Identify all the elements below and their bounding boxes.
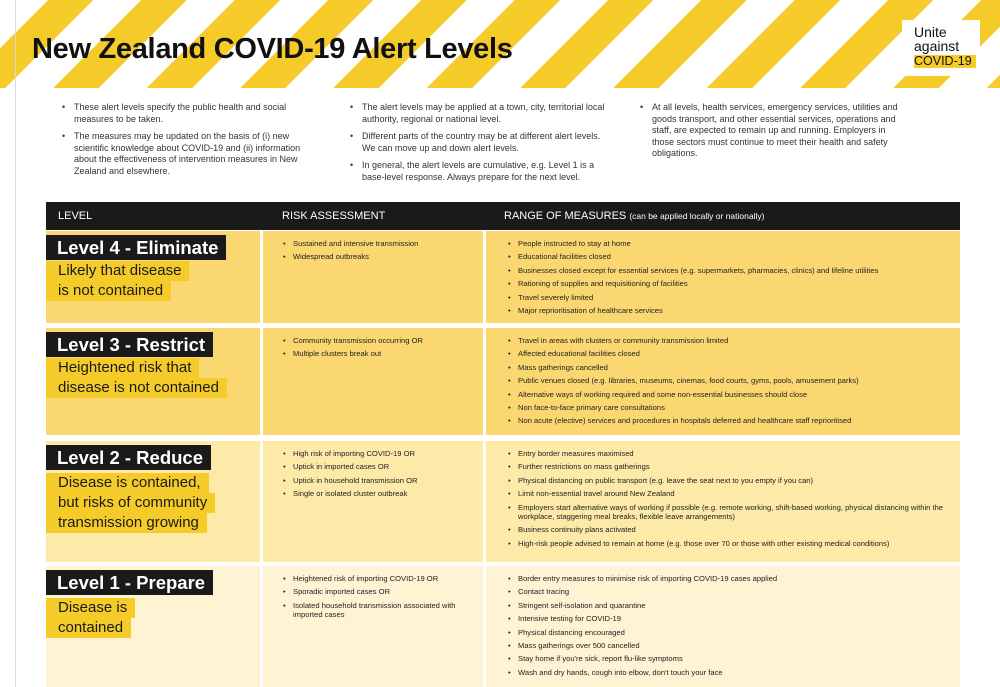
level-cell [46,231,260,323]
table-header [46,202,960,230]
level-description-line: contained [46,618,131,638]
level-description [46,358,227,398]
risk-cell [263,231,483,323]
level-name: Level 3 - Restrict [46,332,213,357]
measure-item: • Major reprioritisation of healthcare services [506,306,956,315]
measures-cell [486,566,960,687]
measure-item: • Rationing of supplies and requisitioning of facilities [506,279,956,288]
level-name: Level 4 - Eliminate [46,235,226,260]
title-plain: New Zealand COVID-19 [32,33,352,65]
level-cell [46,566,260,687]
level-name: Level 2 - Reduce [46,445,211,470]
measure-item: • People instructed to stay at home [506,239,956,248]
risk-item: • Community transmission occurring OR [281,336,477,345]
risk-item: • Sustained and intensive transmission [281,239,477,248]
measure-item: • Businesses closed except for essential services (e.g. supermarkets, pharmacies, clinics) and lifeline utilities [506,266,956,275]
logo-line-1: Unite [914,24,947,40]
risk-item: • Sporadic imported cases OR [281,587,477,596]
risk-item: • High risk of importing COVID-19 OR [281,449,477,458]
page-edge-rule [15,0,16,687]
header-level: LEVEL [58,210,93,222]
risk-item: • Widespread outbreaks [281,252,477,261]
level-name: Level 1 - Prepare [46,570,213,595]
measure-item: • Public venues closed (e.g. libraries, museums, cinemas, food courts, gyms, pools, amusement parks) [506,376,956,385]
level-description-line: disease is not contained [46,378,227,398]
measure-item: • Stay home if you're sick, report flu-like symptoms [506,654,956,663]
intro-column-2 [348,102,608,189]
risk-cell [263,441,483,562]
measure-item: • Travel severely limited [506,293,956,302]
measure-item: • Physical distancing encouraged [506,628,956,637]
measures-cell [486,328,960,435]
measure-item: • Mass gatherings cancelled [506,363,956,372]
table-row-level-1 [46,566,960,687]
level-description-line: but risks of community [46,493,215,513]
measure-item: • Employers start alternative ways of working if possible (e.g. remote working, shift-based working, physical distancing within the workplace, staggering meal breaks, flexible leave arrangements) [506,503,956,522]
header-risk: RISK ASSESSMENT [282,210,386,222]
level-description-line: Disease is contained, [46,473,209,493]
page-title [32,33,513,66]
measure-item: • Mass gatherings over 500 cancelled [506,641,956,650]
measure-item: • Alternative ways of working required and some non-essential businesses should close [506,390,956,399]
level-description [46,473,215,533]
title-bold: Alert Levels [351,33,513,65]
risk-cell [263,566,483,687]
measure-item: • Border entry measures to minimise risk of importing COVID-19 cases applied [506,574,956,583]
risk-item: • Heightened risk of importing COVID-19 OR [281,574,477,583]
measure-item: • Wash and dry hands, cough into elbow, don't touch your face [506,668,956,677]
measure-item: • Contact tracing [506,587,956,596]
measures-cell [486,441,960,562]
level-description-line: Likely that disease [46,261,189,281]
logo-line-3: COVID-19 [914,55,976,68]
header-measures-label: RANGE OF MEASURES [504,210,627,222]
intro-column-1 [60,102,310,183]
intro-item: • The alert levels may be applied at a town, city, territorial local authority, regional or national level. [348,102,608,125]
measure-item: • Limit non-essential travel around New Zealand [506,489,956,498]
level-description-line: transmission growing [46,513,207,533]
logo-line-2: against [914,38,960,54]
risk-item: • Uptick in imported cases OR [281,462,477,471]
risk-cell [263,328,483,435]
intro-item: • The measures may be updated on the basis of (i) new scientific knowledge about COVID-19 and (ii) information about the effectiveness of intervention measures in New Zealand and elsewhere. [60,131,310,177]
header-measures-note: (can be applied locally or nationally) [629,211,765,221]
measure-item: • Business continuity plans activated [506,525,956,534]
header-measures [504,210,764,222]
level-description [46,261,189,301]
measure-item: • High-risk people advised to remain at home (e.g. those over 70 or those with other existing medical conditions) [506,539,956,548]
risk-item: • Isolated household transmission associated with imported cases [281,601,477,620]
intro-item: • Different parts of the country may be at different alert levels. We can move up and down alert levels. [348,131,608,154]
measure-item: • Travel in areas with clusters or community transmission limited [506,336,956,345]
measure-item: • Intensive testing for COVID-19 [506,614,956,623]
measure-item: • Educational facilities closed [506,252,956,261]
intro-column-3 [638,102,898,166]
risk-item: • Single or isolated cluster outbreak [281,489,477,498]
level-description-line: is not contained [46,281,171,301]
measure-item: • Stringent self-isolation and quarantine [506,601,956,610]
measure-item: • Non face-to-face primary care consultations [506,403,956,412]
measures-cell [486,231,960,323]
unite-against-covid-logo [902,20,980,76]
measure-item: • Affected educational facilities closed [506,349,956,358]
intro-item: • These alert levels specify the public health and social measures to be taken. [60,102,310,125]
level-description-line: Heightened risk that [46,358,199,378]
table-row-level-2 [46,441,960,562]
measure-item: • Entry border measures maximised [506,449,956,458]
measure-item: • Physical distancing on public transport (e.g. leave the seat next to you empty if you can) [506,476,956,485]
risk-item: • Uptick in household transmission OR [281,476,477,485]
table-row-level-4 [46,231,960,323]
level-cell [46,328,260,435]
table-row-level-3 [46,328,960,435]
intro-item: • At all levels, health services, emergency services, utilities and goods transport, and other essential services, operations and staff, are expected to remain up and running. Employers in those sectors must continue to meet their health and safety obligations. [638,102,898,160]
risk-item: • Multiple clusters break out [281,349,477,358]
measure-item: • Non acute (elective) services and procedures in hospitals deferred and healthcare staff reprioritised [506,416,956,425]
level-description-line: Disease is [46,598,135,618]
intro-item: • In general, the alert levels are cumulative, e.g. Level 1 is a base-level response. Always prepare for the next level. [348,160,608,183]
level-cell [46,441,260,562]
measure-item: • Further restrictions on mass gatherings [506,462,956,471]
level-description [46,598,135,638]
